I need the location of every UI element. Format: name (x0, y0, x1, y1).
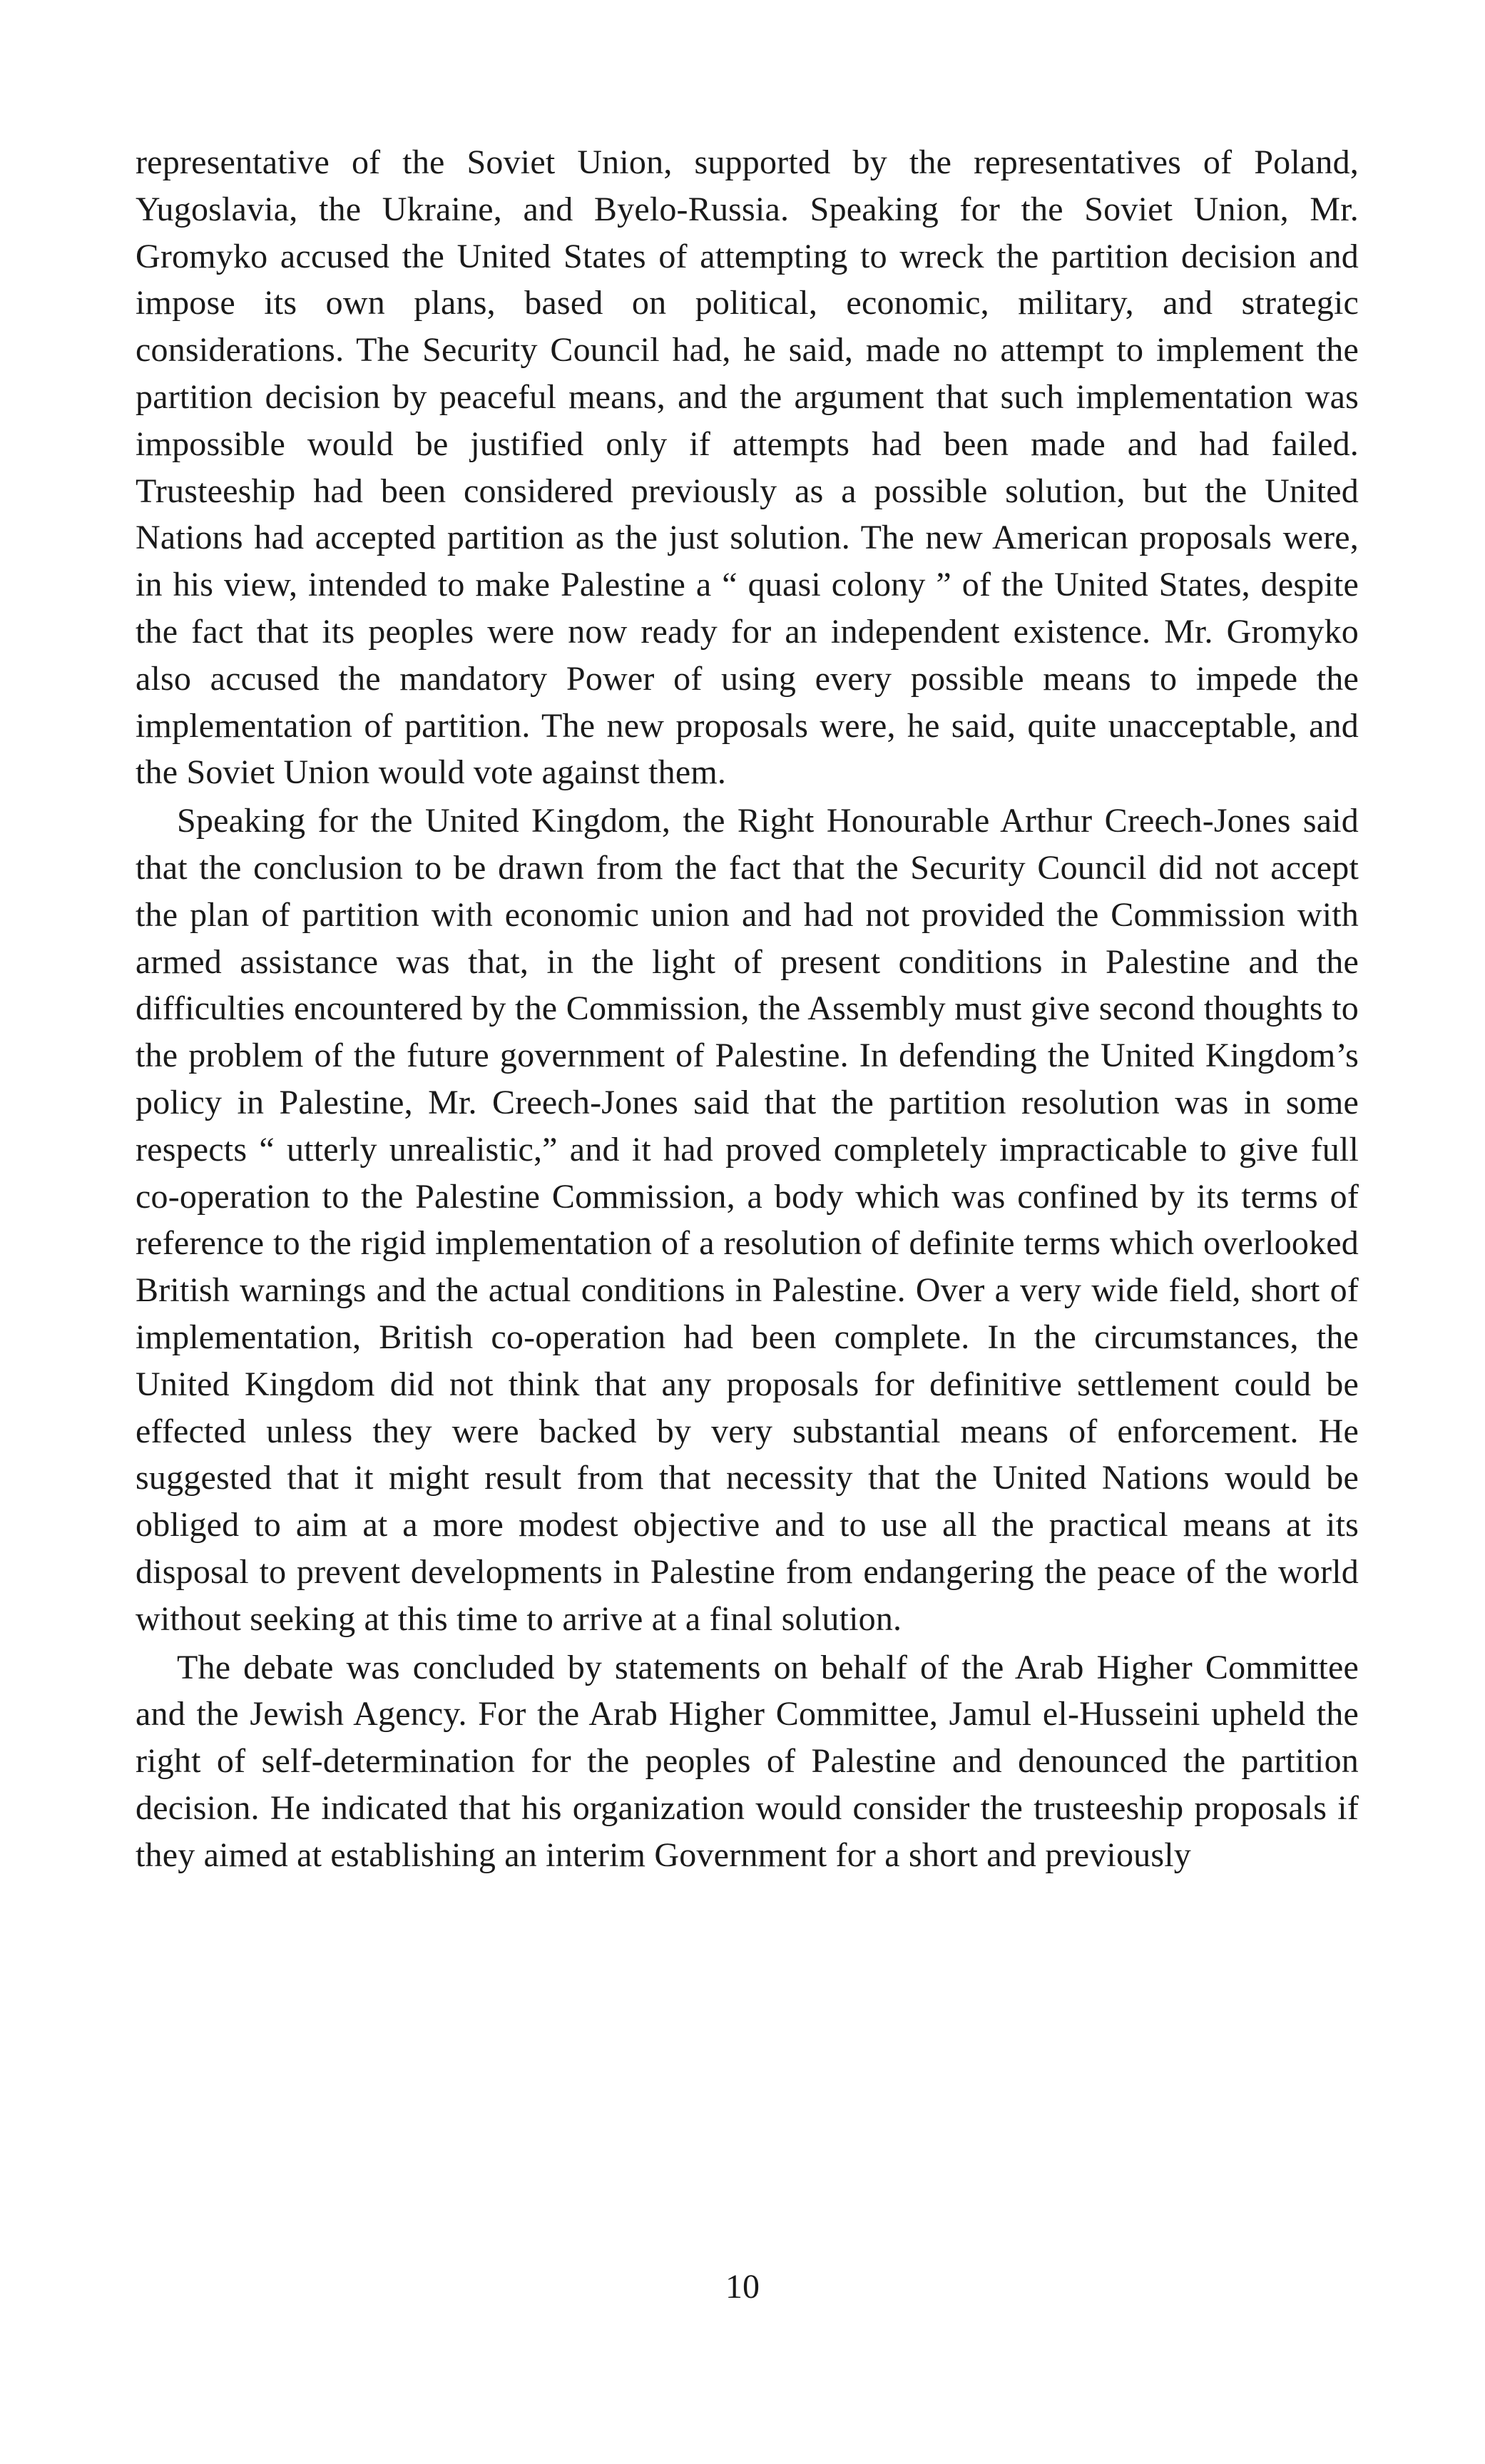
page-body (136, 139, 1359, 1878)
paragraph-3: The debate was concluded by statements on behalf of the Arab Higher Committee and the Jewish Agency. For the Arab Higher Committee, Jamul el-Husseini upheld the right of self-determination for the peoples of Palestine and denounced the partition decision. He indicated that his organization would consider the trusteeship proposals if they aimed at establishing an interim Government for a short and previously (136, 1648, 1359, 1874)
page-number: 10 (725, 2268, 760, 2306)
paragraph-2: Speaking for the United Kingdom, the Right Honourable Arthur Creech-Jones said that the conclusion to be drawn from the fact that the Security Council did not accept the plan of partition with economic union and had not provided the Commission with armed assistance was that, in the light of present conditions in Palestine and the difficulties encountered by the Commission, the Assembly must give second thoughts to the problem of the future government of Palestine. In defending the United Kingdom’s policy in Palestine, Mr. Creech-Jones said that the partition resolution was in some respects “ utterly unrealistic,” and it had proved completely impracticable to give full co-operation to the Palestine Commission, a body which was confined by its terms of reference to the rigid implementation of a resolution of definite terms which overlooked British warnings and the actual conditions in Palestine. Over a very wide field, short of implementation, British co-operation had been complete. In the circumstances, the United Kingdom did not think that any proposals for definitive settlement could be effected unless they were backed by very substantial means of enforcement. He suggested that it might result from that necessity that the United Nations would be obliged to aim at a more modest objective and to use all the practical means at its disposal to prevent developments in Palestine from endangering the peace of the world without seeking at this time to arrive at a final solution. (136, 802, 1359, 1638)
paragraph-1: representative of the Soviet Union, supported by the representatives of Poland, Yugoslavia, the Ukraine, and Byelo-Russia. Speaking for the Soviet Union, Mr. Gromyko accused the United States of attempting to wreck the partition decision and impose its own plans, based on political, economic, military, and strategic considerations. The Security Council had, he said, made no attempt to implement the partition decision by peaceful means, and the argument that such implementation was impossible would be justified only if attempts had been made and had failed. Trusteeship had been considered previously as a possible solution, but the United Nations had accepted partition as the just solution. The new American proposals were, in his view, intended to make Palestine a “ quasi colony ” of the United States, despite the fact that its peoples were now ready for an independent existence. Mr. Gromyko also accused the mandatory Power of using every possible means to impede the implementation of partition. The new proposals were, he said, quite unacceptable, and the Soviet Union would vote against them. (136, 143, 1359, 792)
